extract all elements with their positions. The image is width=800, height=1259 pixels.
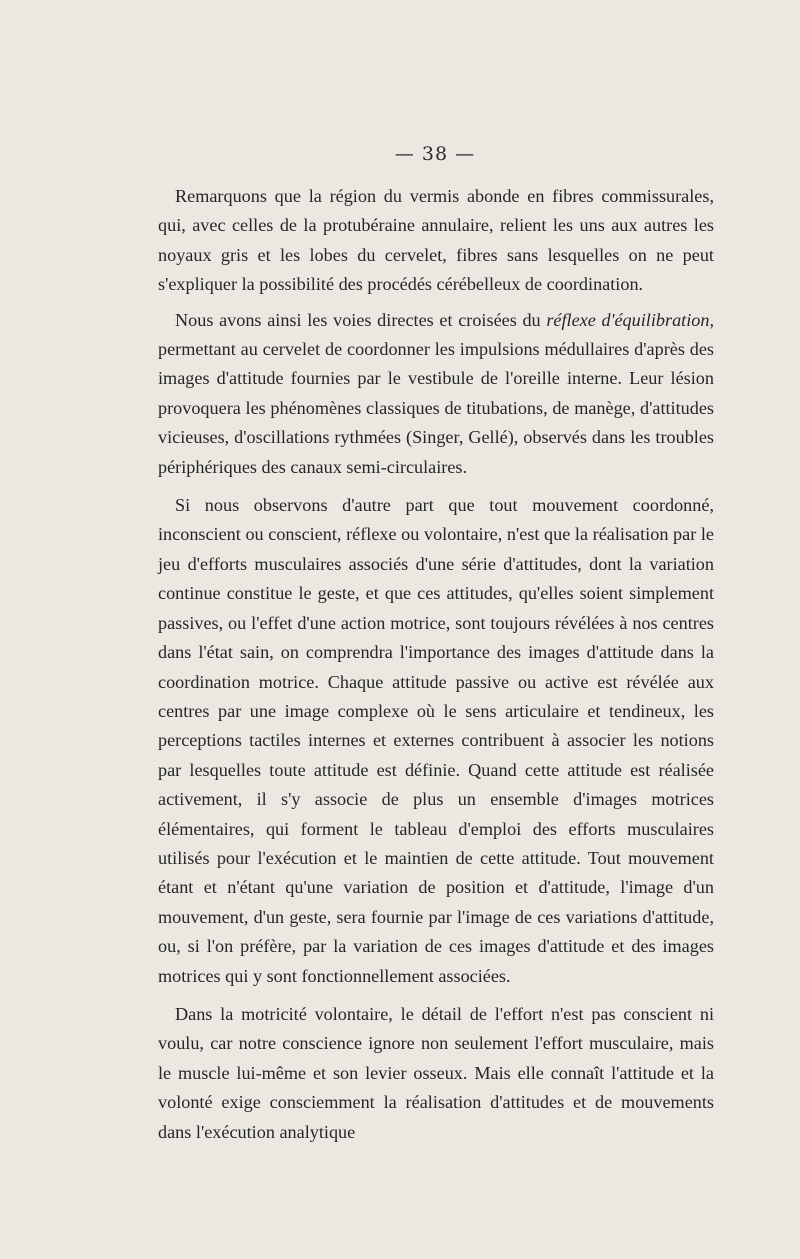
paragraph-3: Si nous observons d'autre part que tout mouvement coordonné, inconscient ou conscient, réflexe ou volontaire, n'est que la réalisation par le jeu d'efforts musculaires associés d'une série d'attitudes, dont la variation continue constitue le geste, et que ces attitudes, qu'elles soient simplement passives, ou l'effet d'une action motrice, sont toujours révélées à nos centres dans l'état sain, on comprendra l'importance des images d'attitude dans la coordination motrice. Chaque attitude passive ou active est révélée aux centres par une image complexe où le sens articulaire et tendineux, les perceptions tactiles internes et externes contribuent à associer les notions par lesquelles toute attitude est définie. Quand cette attitude est réalisée activement, il s'y associe de plus un ensemble d'images motrices élémentaires, qui forment le tableau d'emploi des efforts musculaires utilisés pour l'exécution et le maintien de cette attitude. Tout mouvement étant et n'étant qu'une variation de position et d'attitude, l'image d'un mouvement, d'un geste, sera fournie par l'image de ces variations d'attitude, ou, si l'on préfère, par la variation de ces images d'attitude et des images motrices qui y sont fonctionnellement associées. xyxy=(158,495,714,986)
paragraph-2-start: Nous avons ainsi les voies directes et croisées du xyxy=(175,309,547,330)
paragraph-1: Remarquons que la région du vermis abonde en fibres commissurales, qui, avec celles de la protubéraine annulaire, relient les uns aux autres les noyaux gris et les lobes du cervelet, fibres sans lesquelles on ne peut s'expliquer la possibilité des procédés cérébelleux de coordination. xyxy=(158,186,714,295)
body-text xyxy=(158,182,714,1147)
page-number: — 38 — xyxy=(394,143,476,165)
paragraph-2 xyxy=(158,306,714,482)
italic-term: réflexe d'équilibration, xyxy=(546,309,715,330)
paragraph-4: Dans la motricité volontaire, le détail de l'effort n'est pas conscient ni voulu, car notre conscience ignore non seulement l'effort musculaire, mais le muscle lui-même et son levier osseux. Mais elle connaît l'attitude et la volonté exige consciemment la réalisation d'attitudes et de mouvements dans l'exécution analytique xyxy=(158,1003,714,1142)
paragraph-2-rest: permettant au cervelet de coordonner les impulsions médullaires d'après des images d'attitude fournies par le vestibule de l'oreille interne. Leur lésion provoquera les phénomènes classiques de titubations, de manège, d'attitudes vicieuses, d'oscillations rythmées (Singer, Gellé), observés dans les troubles périphériques des canaux semi-circulaires. xyxy=(158,339,714,477)
